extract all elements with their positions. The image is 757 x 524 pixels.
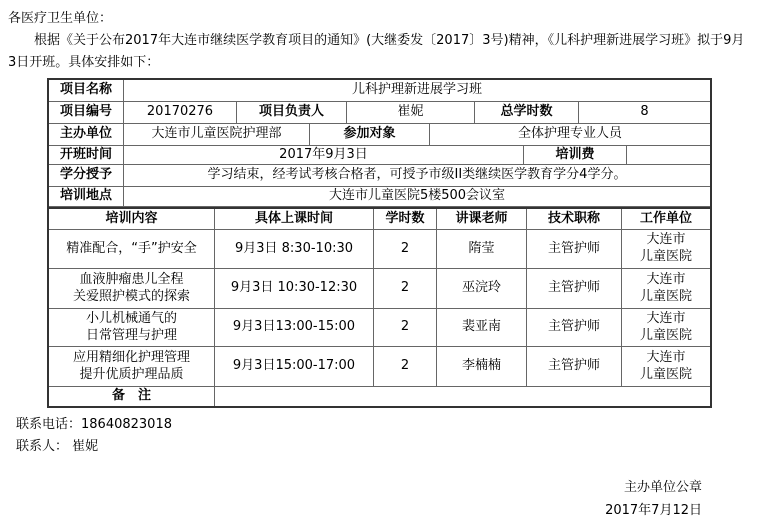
course-org: [622, 309, 710, 346]
row-venue: [49, 187, 710, 207]
course-content-line1: 精准配合，“手”护安全: [66, 240, 197, 256]
remark-value: [215, 387, 710, 406]
course-org-line2: 儿童医院: [639, 288, 692, 304]
course-org-line2: 儿童医院: [639, 249, 692, 264]
header-title: 技术职称: [527, 209, 622, 229]
header-hours: 学时数: [374, 209, 437, 229]
leader-value: 崔妮: [347, 102, 475, 123]
schedule-row-1: [49, 230, 710, 269]
course-time: 9月3日 10:30-12:30: [215, 269, 374, 308]
contact-phone: 联系电话：18640823018: [16, 417, 172, 432]
intro-salutation: 各医疗卫生单位：: [8, 11, 113, 26]
seal-block: [8, 476, 702, 522]
course-teacher: 巫浣玲: [437, 269, 527, 308]
course-org-line1: 大连市: [646, 349, 686, 365]
remark-row: [49, 387, 710, 406]
leader-label: 项目负责人: [237, 102, 347, 123]
course-hours: 2: [374, 309, 437, 346]
header-time: 具体上课时间: [215, 209, 374, 229]
course-org-line1: 大连市: [646, 271, 686, 287]
course-org: [622, 230, 710, 268]
schedule-row-2: [49, 269, 710, 309]
project-name-value: 儿科护理新进展学习班: [351, 82, 482, 98]
course-time: 9月3日15:00-17:00: [215, 347, 374, 386]
course-teacher: 裴亚南: [437, 309, 527, 346]
course-org-line2: 儿童医院: [639, 366, 692, 382]
contact-block: [16, 414, 749, 458]
schedule-row-3: [49, 309, 710, 347]
course-content-line2: 关爱照护模式的探索: [72, 288, 190, 304]
course-teacher: 李楠楠: [437, 347, 527, 386]
course-content-line1: 小儿机械通气的: [85, 310, 177, 326]
project-no-value: 20170276: [124, 102, 237, 123]
row-project-name: [49, 80, 710, 102]
course-hours: 2: [374, 269, 437, 308]
seal-date: 2017年7月12日: [605, 503, 702, 518]
header-content: 培训内容: [49, 209, 215, 229]
course-content: [49, 230, 215, 268]
fee-value: [627, 146, 710, 164]
course-title: 主管护师: [527, 269, 622, 308]
venue-value: 大连市儿童医院5楼500会议室: [328, 188, 506, 204]
row-start-time: [49, 146, 710, 165]
program-table: [47, 78, 712, 408]
venue-label: 培训地点: [49, 187, 124, 206]
intro-paragraphs: [8, 8, 749, 74]
fee-label: 培训费: [524, 146, 627, 164]
course-org-line1: 大连市: [646, 310, 686, 326]
course-title: 主管护师: [527, 230, 622, 268]
header-org: 工作单位: [639, 210, 692, 226]
project-name-label: 项目名称: [49, 80, 124, 101]
row-organizer: [49, 124, 710, 146]
total-hours-label: 总学时数: [475, 102, 579, 123]
row-project-number: [49, 102, 710, 124]
audience-value: 全体护理专业人员: [517, 126, 622, 142]
course-org: [622, 269, 710, 308]
course-title: 主管护师: [527, 309, 622, 346]
course-org-line2: 儿童医院: [639, 327, 692, 343]
intro-body: 根据《关于公布2017年大连市继续医学教育项目的通知》(大继委发〔2017〕3号)精神，《儿科护理新进展学习班》拟于9月3日开班。具体安排如下：: [8, 33, 745, 70]
header-teacher: 讲课老师: [437, 209, 527, 229]
organizer-value: 大连市儿童医院护理部: [124, 124, 310, 145]
start-time-value: 2017年9月3日: [124, 146, 524, 164]
course-title: 主管护师: [527, 347, 622, 386]
course-content-line1: 应用精细化护理管理: [72, 349, 190, 365]
course-content-line1: 血液肿瘤患儿全程: [79, 271, 184, 287]
course-content: [49, 269, 215, 308]
credit-value: 学习结束，经考试考核合格者，可授予市级II类继续医学教育学分4学分。: [207, 167, 627, 183]
course-time: 9月3日 8:30-10:30: [215, 230, 374, 268]
organizer-label: 主办单位: [49, 124, 124, 145]
course-content-line2: 提升优质护理品质: [79, 366, 184, 382]
course-content-line2: 日常管理与护理: [85, 327, 177, 343]
project-no-label: 项目编号: [49, 102, 124, 123]
course-content: [49, 347, 215, 386]
schedule-row-4: [49, 347, 710, 387]
remark-label: 备 注: [49, 387, 215, 406]
course-time: 9月3日13:00-15:00: [215, 309, 374, 346]
total-hours-value: 8: [640, 104, 649, 120]
course-org-line1: 大连市: [646, 232, 686, 248]
course-hours: 2: [374, 347, 437, 386]
start-time-label: 开班时间: [49, 146, 124, 164]
course-org: [622, 347, 710, 386]
seal-text: 主办单位公章: [623, 480, 702, 495]
audience-label: 参加对象: [310, 124, 430, 145]
row-credit: [49, 165, 710, 187]
credit-label: 学分授予: [49, 165, 124, 186]
course-content: [49, 309, 215, 346]
contact-person: 联系人： 崔妮: [16, 439, 99, 454]
schedule-header-row: [49, 207, 710, 230]
course-teacher: 隋莹: [437, 230, 527, 268]
course-hours: 2: [374, 230, 437, 268]
